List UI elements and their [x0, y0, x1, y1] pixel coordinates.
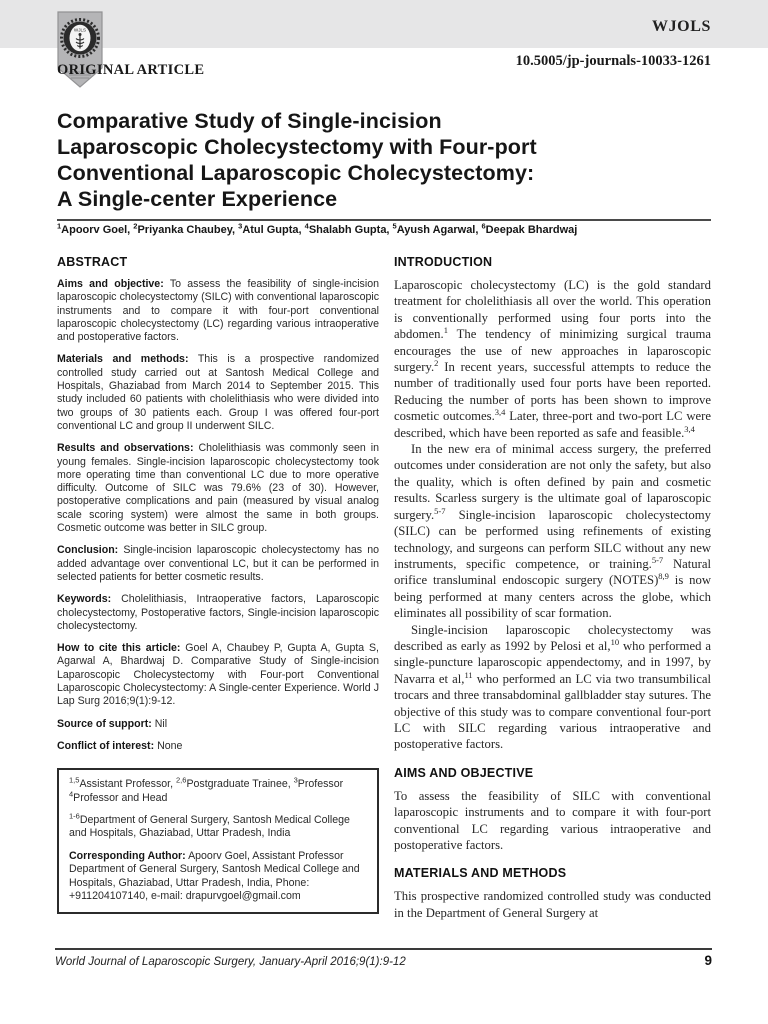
introduction-paragraph-1: Laparoscopic cholecystectomy (LC) is the gold standard treatment for cholelithiasis all over the world. This operation is conventionally performed using four ports into the abdomen.$^1$ The tendency of minimizing surgical trauma encourages the use of new approaches in laparoscopic surgery.$^2$ In recent years, successful attempts to reduce the number of traditionally used four ports have been reported. Reducing the number of ports has been shown to improve cosmetic outcomes.$^{3,4}$ Later, three-port and two-port LC were described, which have been reported as safe and feasible.$^{3,4}$	[394, 278, 711, 440]
abstract-conclusion	[57, 544, 379, 584]
abstract-methods-label: Materials and methods:	[57, 353, 189, 366]
affiliation-department: $^{1-6}$Department of General Surgery, Santosh Medical College and Hospitals, Ghaziabad, Uttar Pradesh, India	[69, 811, 350, 840]
abstract-results-text: Cholelithiasis was commonly seen in young females. Single-incision laparoscopic cholecystectomy took more operating time than conventional LC due to more operative difficulty. Outcome of SILC was 79.6% (23 of 30). However, postoperative complications and pain (measured by visual analog scale scoring system) were almost the same in both groups. Cosmetic outcome was better in SILC group.	[57, 442, 379, 535]
methods-heading: MATERIALS AND METHODS	[394, 866, 567, 881]
abstract-column	[57, 255, 379, 921]
source-of-support	[57, 718, 379, 731]
abstract-keywords-text: Cholelithiasis, Intraoperative factors, Laparoscopic cholecystectomy, Postoperative factors, Single-incision laparoscopic cholecystectomy.	[57, 593, 379, 632]
abstract-results-label: Results and observations:	[57, 442, 194, 455]
footer-journal-line: World Journal of Laparoscopic Surgery, January-April 2016;9(1):9-12	[55, 956, 406, 968]
affiliation-roles: $^{1,5}$Assistant Professor, $^{2,6}$Postgraduate Trainee, $^3$Professor $^4$Professor and Head	[69, 775, 344, 804]
aims-paragraph: To assess the feasibility of SILC with conventional laparoscopic instruments and to compare it with four-port conventional LC regarding various intraoperative and postoperative factors.	[394, 788, 711, 852]
authors-line: $^1$Apoorv Goel, $^2$Priyanka Chaubey, $^3$Atul Gupta, $^4$Shalabh Gupta, $^5$Ayush Agarwal, $^6$Deepak Bhardwaj	[57, 221, 578, 236]
abstract-aims	[57, 278, 379, 344]
abstract-methods-text: This is a prospective randomized controlled study carried out at Santosh Medical College and Hospitals, Ghaziabad from March 2014 to September 2015. This study included 60 patients with cholelithiasis who were divided into two groups of 30 patients each. Group I was offered four-port conventional LC and group II underwent SILC.	[57, 353, 379, 432]
abstract-heading: ABSTRACT	[57, 255, 128, 269]
abstract-aims-text: To assess the feasibility of single-incision laparoscopic cholecystectomy (SILC) with conventional laparoscopic instruments and to compare it with four-port conventional laparoscopic cholecystectomy (LC) regarding various intraoperative and postoperative factors.	[57, 278, 379, 344]
abstract-conclusion-text: Single-incision laparoscopic cholecystectomy has no added advantage over conventional LC, but it can be performed in selected patients for better cosmetic results.	[57, 544, 379, 583]
article-type-label: ORIGINAL ARTICLE	[57, 62, 205, 78]
aims-heading: AIMS AND OBJECTIVE	[394, 765, 534, 780]
title-divider	[57, 219, 711, 221]
article-title-line: A Single-center Experience	[57, 187, 338, 211]
how-to-cite-label: How to cite this article:	[57, 642, 181, 655]
article-title-line: Comparative Study of Single-incision	[57, 109, 442, 133]
introduction-paragraph-3: Single-incision laparoscopic cholecystectomy was described as early as 1992 by Pelosi et al,$^{10}$ who performed a single-puncture laparoscopic appendectomy, and in 1997, by Navarra et al,$^{11}$ who performed an LC via two transumbilical trocars and three transabdominal gallbladder stay sutures. The objective of this study was to compare conventional four-port LC with SILC regarding various intraoperative and postoperative factors.	[394, 622, 711, 752]
abstract-keywords	[57, 593, 379, 633]
how-to-cite	[57, 642, 379, 708]
methods-paragraph: This prospective randomized controlled study was conducted in the Department of General Surgery at	[394, 889, 711, 920]
introduction-heading: INTRODUCTION	[394, 255, 493, 269]
affiliation-box	[57, 768, 379, 914]
corresponding-author-text: Apoorv Goel, Assistant Professor Department of General Surgery, Santosh Medical College and Hospitals, Ghaziabad, Uttar Pradesh, India, Phone: +911204107140, e-mail: drapurvgoel@gmail.com	[69, 849, 360, 903]
logo-text: WJLS	[73, 27, 87, 33]
abstract-keywords-label: Keywords:	[57, 593, 112, 606]
page-footer	[55, 948, 712, 968]
corresponding-author	[69, 850, 367, 904]
page-content	[57, 108, 711, 921]
article-title-line: Laparoscopic Cholecystectomy with Four-port	[57, 135, 537, 159]
abstract-aims-label: Aims and objective:	[57, 278, 164, 290]
source-of-support-label: Source of support:	[57, 717, 152, 730]
article-title	[57, 108, 711, 212]
source-of-support-text: Nil	[154, 717, 168, 730]
conflict-of-interest	[57, 740, 379, 753]
how-to-cite-text: Goel A, Chaubey P, Gupta A, Gupta S, Agarwal A, Bhardwaj D. Comparative Study of Single-incision Laparoscopic Cholecystectomy with Four-port Conventional Laparoscopic Cholecystectomy: A Single-center Experience. World J Lap Surg 2016;9(1):9-12.	[57, 642, 379, 708]
conflict-of-interest-text: None	[157, 739, 183, 752]
article-title-line: Conventional Laparoscopic Cholecystectomy:	[57, 161, 535, 185]
introduction-paragraph-2: In the new era of minimal access surgery, the preferred outcomes under consideration are not only the safety, but also the quality, which is often defined by pain and cosmetic results. Scarless surgery is the ultimate goal of laparoscopic surgery.$^{5-7}$ Single-incision laparoscopic cholecystectomy (SILC) can be performed using refinements of existing technology, and surgeons can perform SILC without any new instruments, specific competence, or training.$^{5-7}$ Natural orifice transluminal endoscopic surgery (NOTES)$^{8,9}$ is now being performed at many centers across the globe, which eliminates all possibility of scar formation.	[394, 442, 711, 621]
footer-page-number: 9	[704, 953, 712, 968]
abstract-conclusion-label: Conclusion:	[57, 544, 119, 557]
conflict-of-interest-label: Conflict of interest:	[57, 739, 155, 752]
doi-number: 10.5005/jp-journals-10033-1261	[515, 53, 711, 69]
abstract-results	[57, 442, 379, 535]
corresponding-author-label: Corresponding Author:	[69, 849, 186, 862]
abstract-methods	[57, 353, 379, 433]
body-column	[394, 255, 711, 921]
journal-abbreviation: WJOLS	[651, 18, 711, 35]
